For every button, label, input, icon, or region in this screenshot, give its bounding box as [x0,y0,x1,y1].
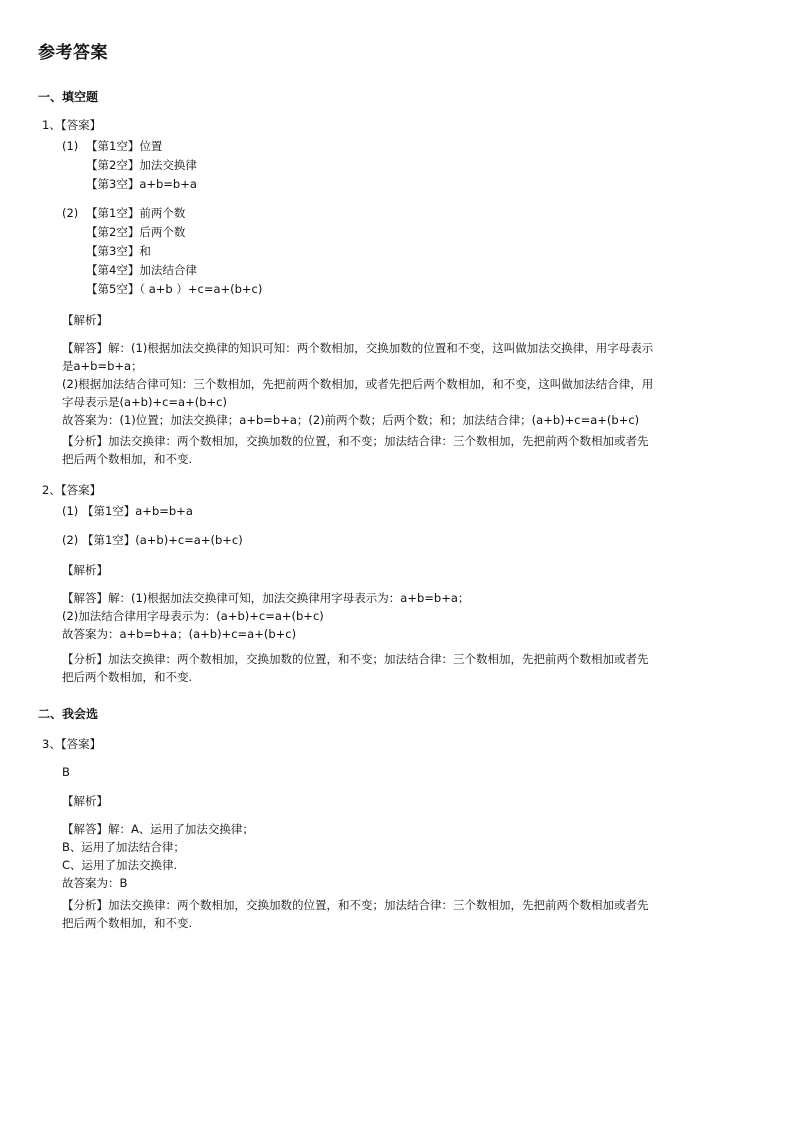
q2-solution [62,589,712,643]
question-3-header: 3、【答案】 [42,737,102,751]
q3-solution-line: B、运用了加法结合律； [62,840,185,854]
q1-part1-number: (1) [62,139,79,153]
q2-analysis-label: 【解析】 [62,563,108,577]
q2-analysis-line: 把后两个数相加，和不变. [62,670,193,684]
q1-solution-line: 字母表示是(a+b)+c=a+(b+c) [62,395,227,409]
page-title: 参考答案 [38,43,108,63]
q2-solution-line: 【解答】解：(1)根据加法交换律可知，加法交换律用字母表示为：a+b=b+a； [62,591,470,605]
question-2-header: 2、【答案】 [42,483,102,497]
q3-analysis [62,896,712,932]
q1-part2-blank-3: 【第3空】和 [86,244,151,258]
q3-solution-line: C、运用了加法交换律. [62,858,178,872]
q3-answer: B [62,765,70,779]
q1-part2-blank-1: 【第1空】前两个数 [86,206,186,220]
q1-analysis [62,432,712,468]
q1-part2-blank-4: 【第4空】加法结合律 [86,263,197,277]
question-1-header: 1、【答案】 [42,118,102,132]
q1-part2-blank-2: 【第2空】后两个数 [86,225,186,239]
q2-solution-line: (2)加法结合律用字母表示为：(a+b)+c=a+(b+c) [62,609,324,623]
q3-solution-line: 【解答】解：A、运用了加法交换律； [62,822,254,836]
q2-analysis-line: 【分析】加法交换律：两个数相加，交换加数的位置，和不变；加法结合律：三个数相加，先把前两个数相加或者先 [62,652,649,666]
q1-part2-number: (2) [62,206,79,220]
q2-solution-line: 故答案为：a+b=b+a；(a+b)+c=a+(b+c) [62,627,297,641]
section-heading-fill-blank: 一、填空题 [38,90,99,104]
q1-part1-blank-3: 【第3空】a+b=b+a [86,177,197,191]
q3-solution-line: 故答案为：B [62,876,128,890]
q1-analysis-line: 【分析】加法交换律：两个数相加，交换加数的位置，和不变；加法结合律：三个数相加，先把前两个数相加或者先 [62,434,649,448]
q1-part1-blank-2: 【第2空】加法交换律 [86,158,197,172]
q1-solution-line: 是a+b=b+a； [62,359,143,373]
q2-part1: (1) 【第1空】a+b=b+a [62,504,193,518]
q1-part2-blank-5: 【第5空】（ a+b ）+c=a+(b+c) [86,282,263,296]
q3-analysis-line: 【分析】加法交换律：两个数相加，交换加数的位置，和不变；加法结合律：三个数相加，先把前两个数相加或者先 [62,898,649,912]
q1-solution-line: 【解答】解：(1)根据加法交换律的知识可知：两个数相加，交换加数的位置和不变，这叫做加法交换律，用字母表示 [62,341,654,355]
q1-part1-blank-1: 【第1空】位置 [86,139,163,153]
q1-solution-line: 故答案为：(1)位置；加法交换律；a+b=b+a；(2)前两个数；后两个数；和；加法结合律；(a+b)+c=a+(b+c) [62,413,640,427]
q3-analysis-label: 【解析】 [62,794,108,808]
section-heading-choice: 二、我会选 [38,707,99,721]
q1-solution [62,339,712,429]
q2-analysis [62,650,712,686]
q3-solution [62,820,712,892]
q1-analysis-line: 把后两个数相加，和不变. [62,452,193,466]
q3-analysis-line: 把后两个数相加，和不变. [62,916,193,930]
q2-part2: (2) 【第1空】(a+b)+c=a+(b+c) [62,533,243,547]
q1-analysis-label: 【解析】 [62,313,108,327]
q1-solution-line: (2)根据加法结合律可知：三个数相加，先把前两个数相加，或者先把后两个数相加，和不变，这叫做加法结合律，用 [62,377,654,391]
